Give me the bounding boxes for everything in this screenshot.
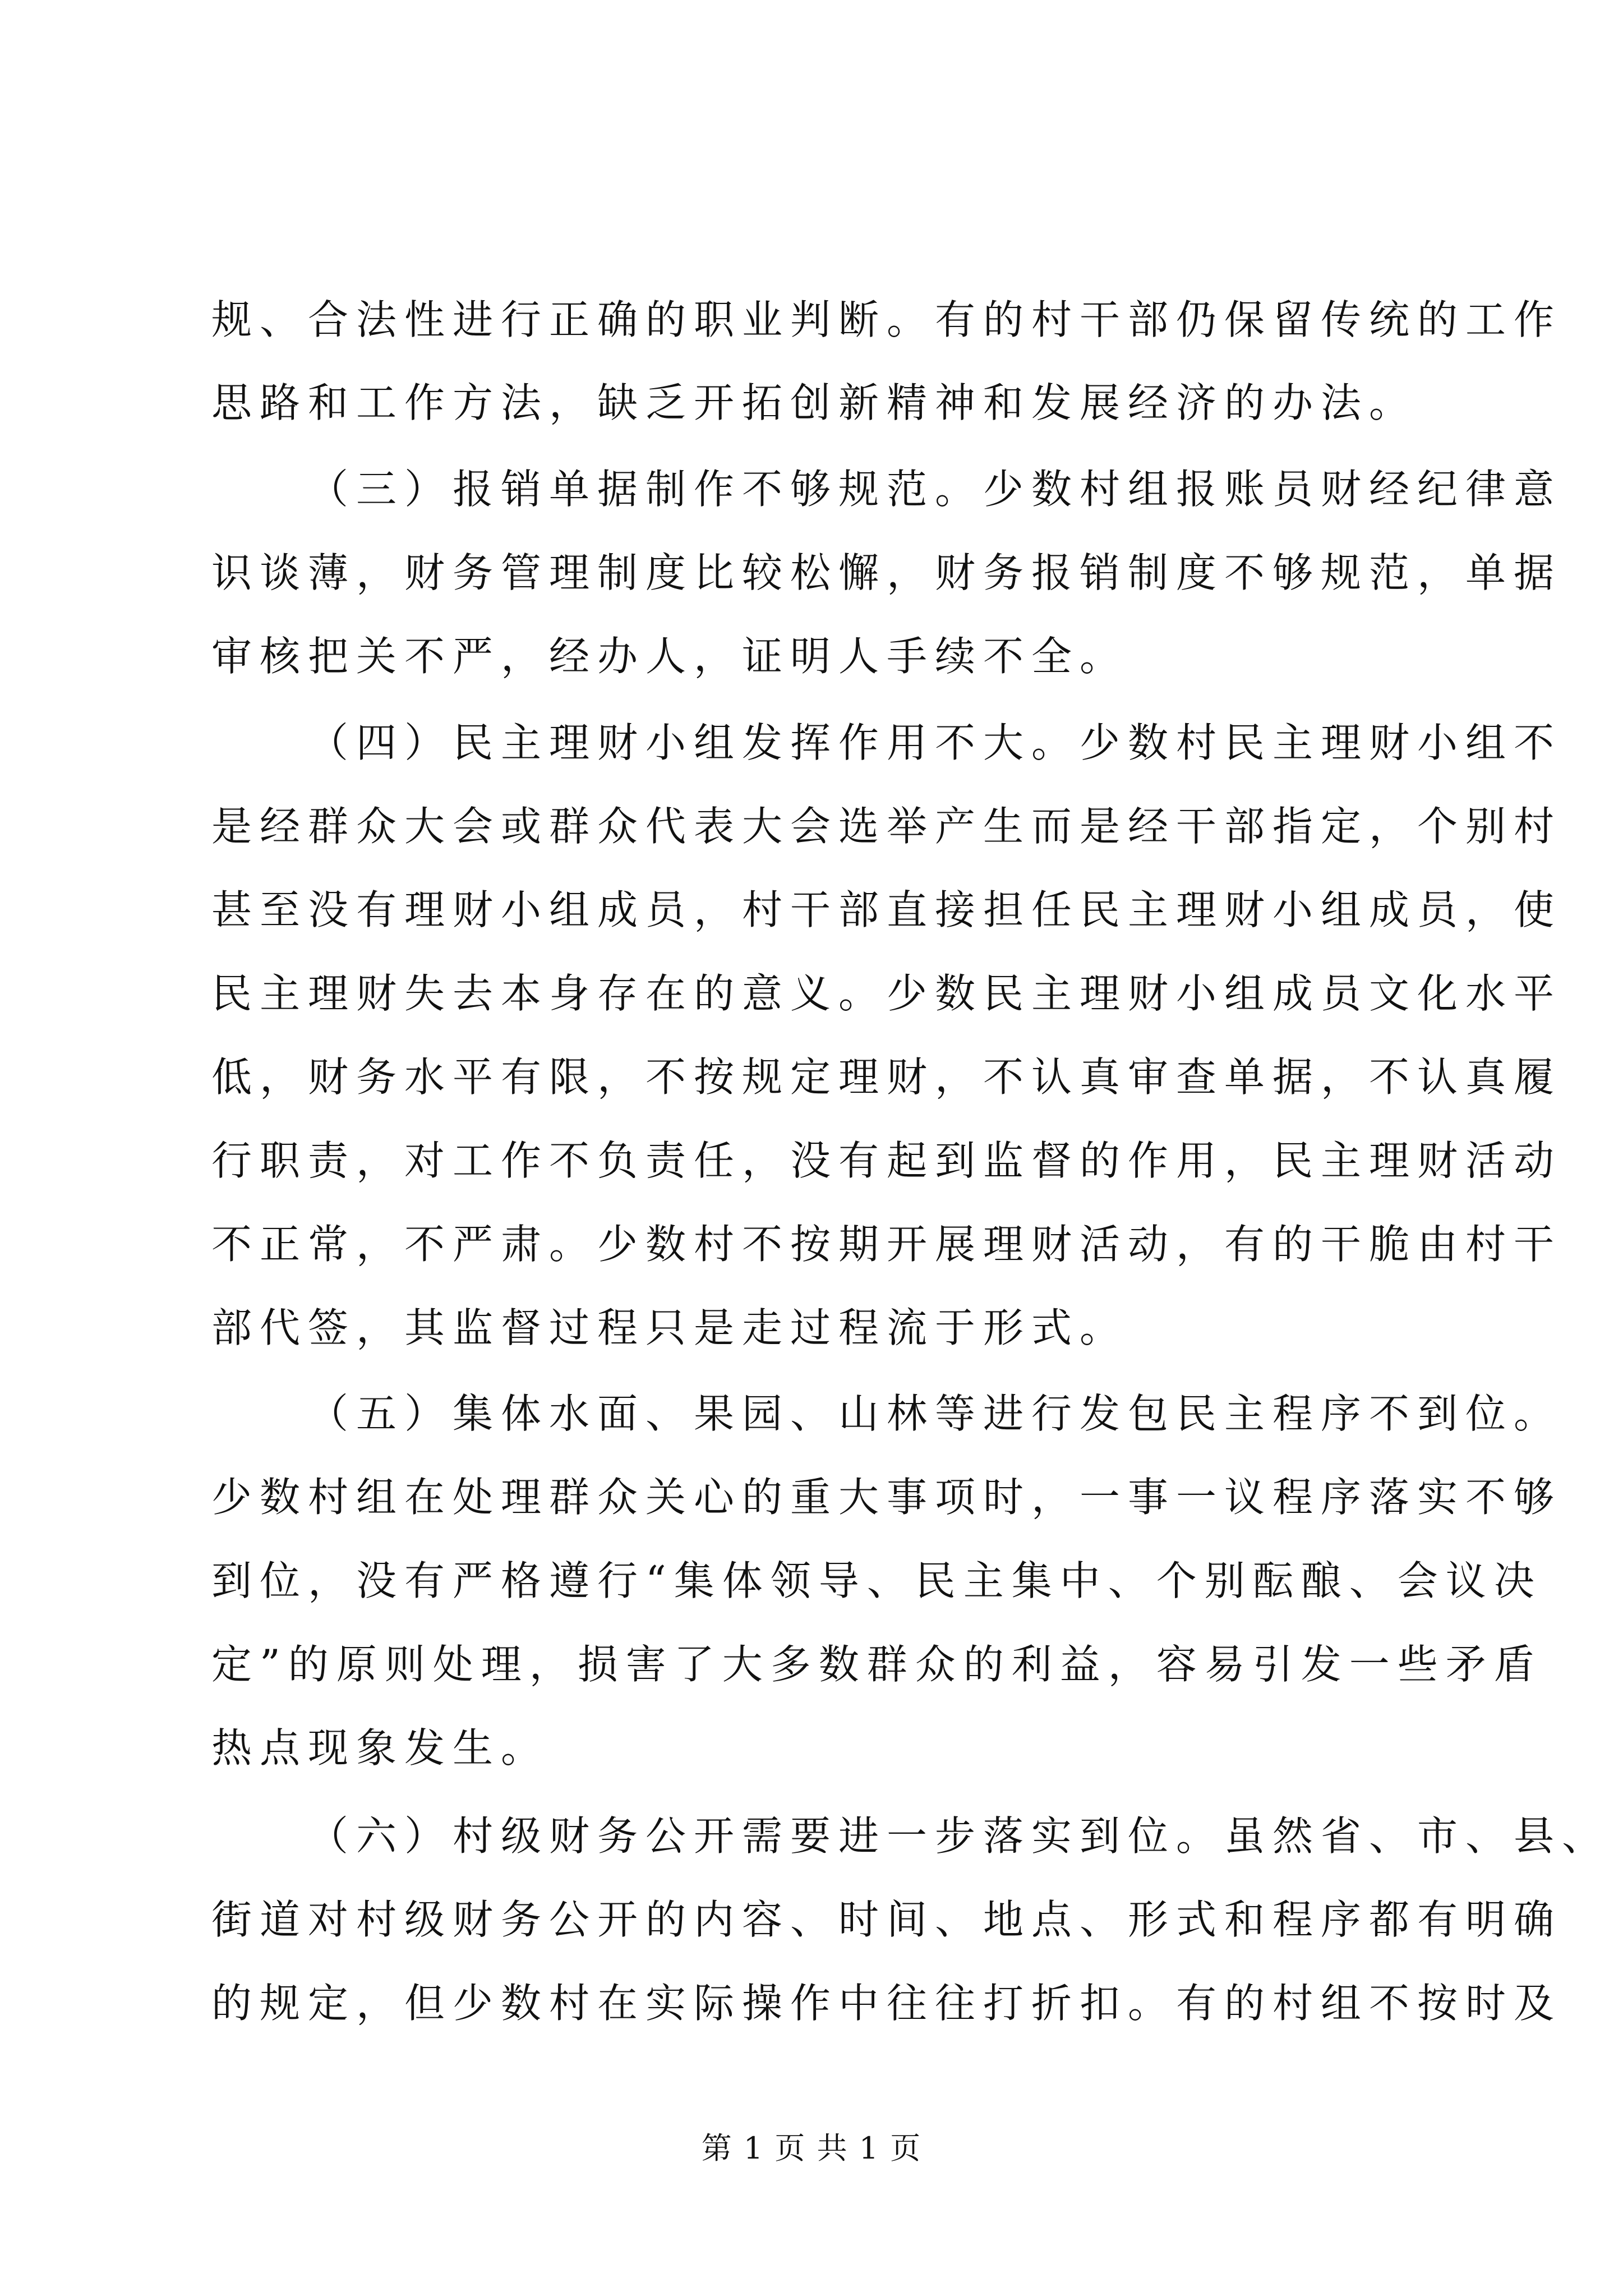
text-line: 少数村组在处理群众关心的重大事项时，一事一议程序落实不够 (211, 1474, 1562, 1521)
text-line: 是经群众大会或群众代表大会选举产生而是经干部指定，个别村 (211, 803, 1562, 850)
text-line: 定”的原则处理，损害了大多数群众的利益，容易引发一些矛盾 (211, 1641, 1542, 1688)
paragraph-heading-6: （六）村级财务公开需要进一步落实到位。虽然省、市、县、 (308, 1812, 1611, 1860)
text-line: 部代签，其监督过程只是走过程流于形式。 (211, 1304, 1128, 1351)
text-line: 民主理财失去本身存在的意义。少数民主理财小组成员文化水平 (211, 970, 1562, 1017)
text-line: 规、合法性进行正确的职业判断。有的村干部仍保留传统的工作 (211, 296, 1562, 343)
text-line: 的规定，但少数村在实际操作中往往打折扣。有的村组不按时及 (211, 1980, 1562, 2027)
text-line: 识谈薄，财务管理制度比较松懈，财务报销制度不够规范，单据 (211, 549, 1562, 596)
text-line: 审核把关不严，经办人，证明人手续不全。 (211, 633, 1128, 680)
text-line: 街道对村级财务公开的内容、时间、地点、形式和程序都有明确 (211, 1896, 1562, 1943)
text-line: 不正常，不严肃。少数村不按期开展理财活动，有的干脆由村干 (211, 1221, 1562, 1268)
text-line: 低，财务水平有限，不按规定理财，不认真审查单据，不认真履 (211, 1053, 1562, 1101)
paragraph-heading-3: （三）报销单据制作不够规范。少数村组报账员财经纪律意 (308, 466, 1562, 513)
text-line: 热点现象发生。 (211, 1724, 550, 1772)
text-line: 思路和工作方法，缺乏开拓创新精神和发展经济的办法。 (211, 379, 1418, 426)
text-line: 甚至没有理财小组成员，村干部直接担任民主理财小组成员，使 (211, 886, 1562, 933)
page-footer: 第 1 页 共 1 页 (701, 2131, 922, 2166)
text-line: 行职责，对工作不负责任，没有起到监督的作用，民主理财活动 (211, 1137, 1562, 1184)
text-line: 到位，没有严格遵行“集体领导、民主集中、个别酝酿、会议决 (211, 1557, 1542, 1604)
paragraph-heading-4: （四）民主理财小组发挥作用不大。少数村民主理财小组不 (308, 719, 1562, 766)
paragraph-heading-5: （五）集体水面、果园、山林等进行发包民主程序不到位。 (308, 1390, 1562, 1437)
